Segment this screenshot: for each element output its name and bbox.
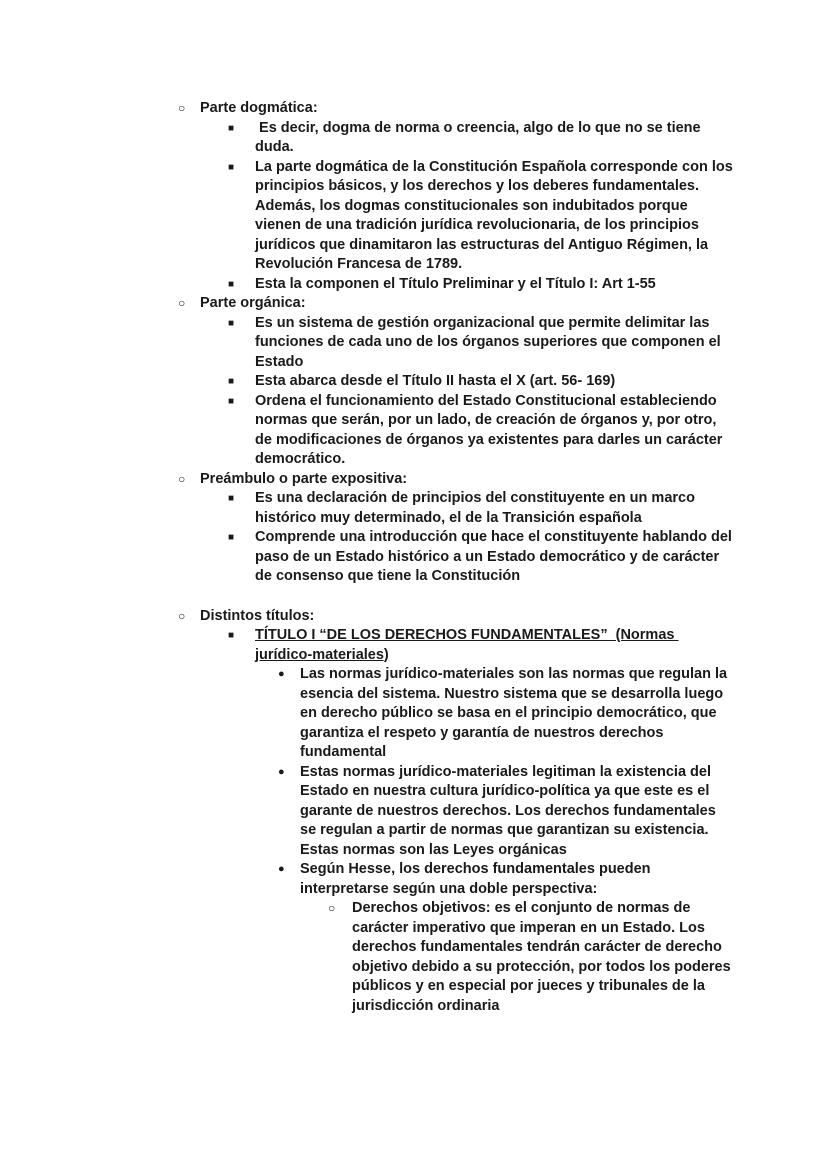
square-bullet-icon: ■ — [228, 630, 235, 641]
disc-bullet-icon: ● — [278, 863, 285, 875]
list-item-text: Esta abarca desde el Título II hasta el X (art. 56- 169) — [255, 373, 616, 389]
list-item-text: Esta la componen el Título Preliminar y el Título I: Art 1-55 — [255, 275, 656, 292]
square-bullet-icon: ■ — [228, 532, 235, 543]
list-item — [0, 470, 735, 490]
blank-line — [0, 587, 735, 607]
list-item-text: Es una declaración de principios del constituyente en un marco histórico muy determinado, el de la Transición española — [255, 490, 699, 526]
square-bullet-icon: ■ — [228, 122, 235, 134]
list-item-text: Comprende una introducción que hace el constituyente hablando del paso de un Estado histórico a un Estado democrático y de carácter de consenso que tiene la Constitución — [255, 529, 736, 584]
square-bullet-icon: ■ — [228, 278, 235, 290]
list-item — [0, 665, 735, 763]
list-item — [0, 119, 735, 158]
list-item-text: Parte orgánica: — [200, 295, 306, 311]
hollow-circle-bullet-icon: ○ — [328, 901, 336, 915]
list-item — [0, 392, 735, 470]
hollow-circle-bullet-icon: ○ — [178, 101, 186, 115]
list-item-text: Estas normas jurídico-materiales legitiman la existencia del Estado en nuestra cultura jurídico-política ya que este es el garante de nuestros derechos. Los derechos fundamentales se regulan a partir de normas que garantizan su existencia. Estas normas son las Leyes orgánicas — [300, 763, 720, 858]
hollow-circle-bullet-icon: ○ — [178, 608, 186, 623]
list-item — [0, 763, 735, 861]
list-item — [0, 314, 735, 373]
list-item — [0, 158, 735, 275]
list-item — [0, 899, 735, 1016]
list-item — [0, 528, 735, 587]
square-bullet-icon: ■ — [228, 317, 235, 329]
hollow-circle-bullet-icon: ○ — [178, 471, 186, 486]
disc-bullet-icon: ● — [278, 765, 285, 778]
list-item-text: La parte dogmática de la Constitución Española corresponde con los principios básicos, y los derechos y los deberes fundamentales. Además, los dogmas constitucionales son indubitados porque vienen de una tradición jurídica revolucionaria, de los principios jurídicos que dinamitaron las estructuras del Antiguo Régimen, la Revolución Francesa de 1789. — [255, 158, 737, 272]
square-bullet-icon: ■ — [228, 376, 235, 387]
list-item-text: Parte dogmática: — [200, 100, 318, 116]
list-item-text: Es decir, dogma de norma o creencia, algo de lo que no se tiene duda. — [255, 119, 705, 155]
list-item-text: Es un sistema de gestión organizacional que permite delimitar las funciones de cada uno de los órganos superiores que componen el Estado — [255, 314, 725, 370]
list-item-text: Ordena el funcionamiento del Estado Constitucional estableciendo normas que serán, por un lado, de creación de órganos y, por otro, de modificaciones de órganos ya existentes para darles un carácter democrático. — [255, 392, 727, 467]
list-item — [0, 860, 735, 899]
square-bullet-icon: ■ — [228, 161, 235, 173]
list-item — [0, 607, 735, 627]
hollow-circle-bullet-icon: ○ — [178, 296, 186, 310]
list-item — [0, 489, 735, 528]
list-item — [0, 294, 735, 314]
list-item-text: Preámbulo o parte expositiva: — [200, 470, 408, 487]
list-item-text: Derechos objetivos: es el conjunto de normas de carácter imperativo que imperan en un Estado. Los derechos fundamentales tendrán carácter de derecho objetivo debido a su protección, por todos los poderes públicos y en especial por jueces y tribunales de la jurisdicción ordinaria — [352, 900, 735, 1014]
list-item — [0, 99, 735, 119]
section-heading-text: TÍTULO I “DE LOS DERECHOS FUNDAMENTALES” (Normas jurídico-materiales) — [255, 627, 679, 663]
list-item-text: Distintos títulos: — [200, 607, 315, 624]
list-item-text: Las normas jurídico-materiales son las normas que regulan la esencia del sistema. Nuestro sistema que se desarrolla luego en derecho público se basa en el principio democrático, que garantiza el respeto y garantía de nuestros derechos fundamental — [300, 666, 732, 760]
list-item — [0, 626, 735, 665]
list-item-text: Según Hesse, los derechos fundamentales pueden interpretarse según una doble perspectiva: — [300, 861, 655, 897]
list-item — [0, 372, 735, 392]
square-bullet-icon: ■ — [228, 493, 235, 504]
disc-bullet-icon: ● — [278, 668, 285, 680]
list-item — [0, 275, 735, 295]
square-bullet-icon: ■ — [228, 395, 235, 407]
